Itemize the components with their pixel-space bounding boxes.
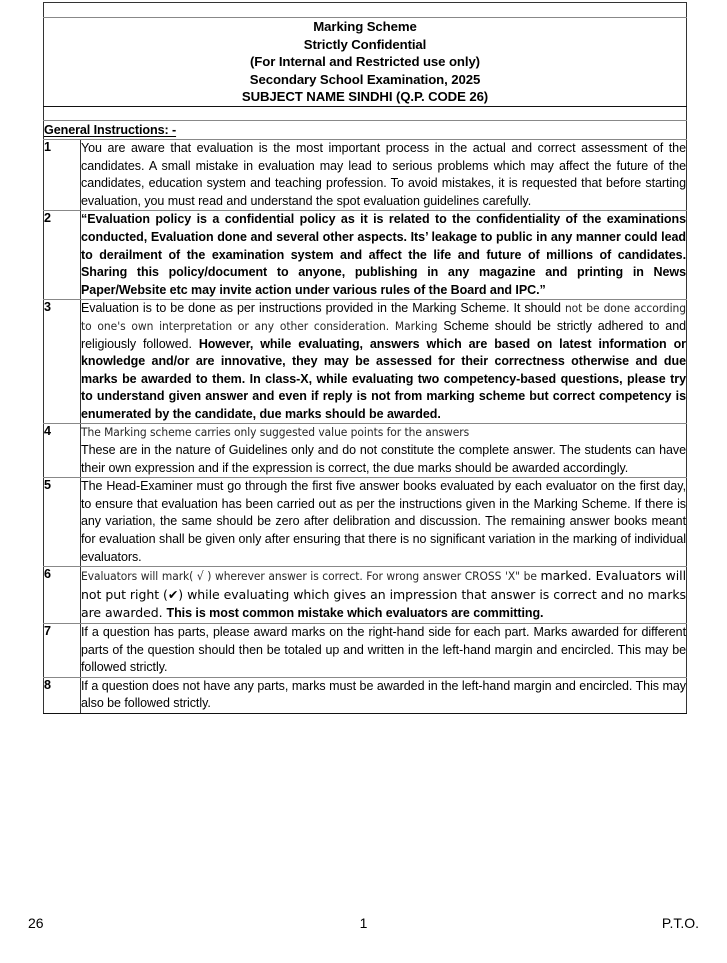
table-body	[44, 3, 687, 714]
instruction-body-1	[81, 139, 687, 210]
general-instructions-row	[44, 120, 687, 139]
seg-normal: Scheme should be strictly adhered to and religiously followed.	[81, 318, 687, 351]
seg-bold: This is most common mistake which evaluators are committing.	[166, 606, 544, 621]
instruction-number-5: 5	[44, 478, 81, 567]
marking-scheme-table	[43, 2, 687, 714]
instruction-number-8: 8	[44, 677, 81, 713]
page-footer	[28, 915, 699, 931]
footer-page-number: 1	[359, 915, 368, 931]
instruction-body-3	[81, 300, 687, 424]
instruction-text-4-line-one	[81, 424, 686, 442]
instruction-number-6: 6	[44, 567, 81, 624]
title-block	[44, 18, 687, 107]
instruction-text-5	[81, 478, 686, 566]
instruction-body-8	[81, 677, 687, 713]
instruction-row-2	[44, 211, 687, 300]
footer-pto: P.T.O.	[661, 915, 699, 931]
general-instructions-heading: General Instructions: -	[44, 122, 177, 137]
title-line-2: Strictly Confidential	[303, 36, 427, 52]
seg-bold: However, while evaluating, answers which are based on latest information or knowledge and/or are innovative, they may be assessed for their correctness otherwise and due marks be awarded to them. In class-X, while evaluating two competency-based questions, please try to understand given answer and even if reply is not from marking scheme but correct competency is enumerated by the candidate, due marks should be awarded.	[81, 336, 686, 421]
title-line-4: Secondary School Examination, 2025	[249, 71, 481, 87]
top-spacer-cell	[44, 3, 687, 18]
instruction-row-5	[44, 478, 687, 567]
seg-normal: The Head-Examiner must go through the first five answer books evaluated by each evaluator on the first day, to ensure that evaluation has been carried out as per the instructions given in the Marking Scheme. If there is any variation, the same should be zero after delibration and discussion. The remaining answer books meant for evaluation shall be given only after ensuring that there is no significant variation in the marking of individual evaluators.	[81, 479, 686, 564]
instruction-number-7: 7	[44, 624, 81, 678]
instruction-row-8	[44, 677, 687, 713]
instruction-number-3: 3	[44, 300, 81, 424]
seg-normal-tickmark: marked. Evaluators will not put right (✔) while evaluating which gives an impression that answer is correct and no marks are awarded.	[81, 568, 686, 621]
footer-code: 26	[28, 915, 44, 931]
instruction-body-5	[81, 478, 687, 567]
instruction-text-6	[81, 567, 686, 623]
title-gap-cell	[44, 106, 687, 120]
instruction-text-1	[81, 140, 686, 210]
instruction-text-7	[81, 624, 686, 677]
title-line-3: (For Internal and Restricted use only)	[250, 54, 480, 70]
seg-normal: These are in the nature of Guidelines only and do not constitute the complete answer. The students can have their own expression and if the expression is correct, the due marks should be awarded accordingly.	[81, 443, 686, 475]
seg-normal: You are aware that evaluation is the most important process in the actual and correct assessment of the candidates. A small mistake in evaluation may lead to serious problems which may affect the future of the candidates, education system and teaching profession. To avoid mistakes, it is requested that before starting evaluation, you must read and understand the spot evaluation guidelines carefully.	[81, 140, 686, 208]
seg-bold: “Evaluation policy is a confidential policy as it is related to the confidentiality of the examinations conducted, Evaluation done and several other aspects. Its’ leakage to public in any manner could lead to derailment of the examination system and affect the life and future of millions of candidates. Sharing this policy/document to anyone, publishing in any magazine and printing in News Paper/Website etc may invite action under various rules of the Board and IPC.”	[81, 212, 686, 297]
instruction-number-4: 4	[44, 424, 81, 478]
instruction-row-4	[44, 424, 687, 478]
title-row	[44, 18, 687, 107]
instruction-row-3	[44, 300, 687, 424]
seg-thin: The Marking scheme carries only suggested value points for the answers	[81, 425, 470, 440]
instruction-text-8	[81, 678, 686, 713]
instruction-text-4	[81, 442, 686, 477]
seg-thin: not be done according to one's own interpretation or any other consideration. Marking	[81, 301, 686, 333]
title-line-1: Marking Scheme	[313, 19, 417, 34]
instruction-text-2	[81, 211, 686, 299]
top-spacer-row	[44, 3, 687, 18]
instruction-body-4	[81, 424, 687, 478]
instruction-number-2: 2	[44, 211, 81, 300]
title-gap-row	[44, 106, 687, 120]
instruction-body-6	[81, 567, 687, 624]
seg-normal: If a question has parts, please award marks on the right-hand side for each part. Marks awarded for different parts of the question should then be totaled up and written in the left-hand margin and encircled. This may be followed strictly.	[81, 625, 686, 675]
general-instructions-cell	[44, 120, 687, 139]
instruction-row-6	[44, 567, 687, 624]
seg-thin-tickmark: Evaluators will mark( √ ) wherever answer is correct. For wrong answer CROSS 'X" be	[81, 569, 541, 584]
title-line-5: SUBJECT NAME SINDHI (Q.P. CODE 26)	[241, 89, 489, 105]
seg-normal: Evaluation is to be done as per instructions provided in the Marking Scheme. It should	[81, 301, 565, 316]
instruction-body-7	[81, 624, 687, 678]
instruction-text-3	[81, 300, 686, 423]
instruction-number-1: 1	[44, 139, 81, 210]
instruction-body-2	[81, 211, 687, 300]
instruction-row-1	[44, 139, 687, 210]
seg-normal: If a question does not have any parts, marks must be awarded in the left-hand margin and encircled. This may also be followed strictly.	[81, 678, 686, 711]
instruction-row-7	[44, 624, 687, 678]
